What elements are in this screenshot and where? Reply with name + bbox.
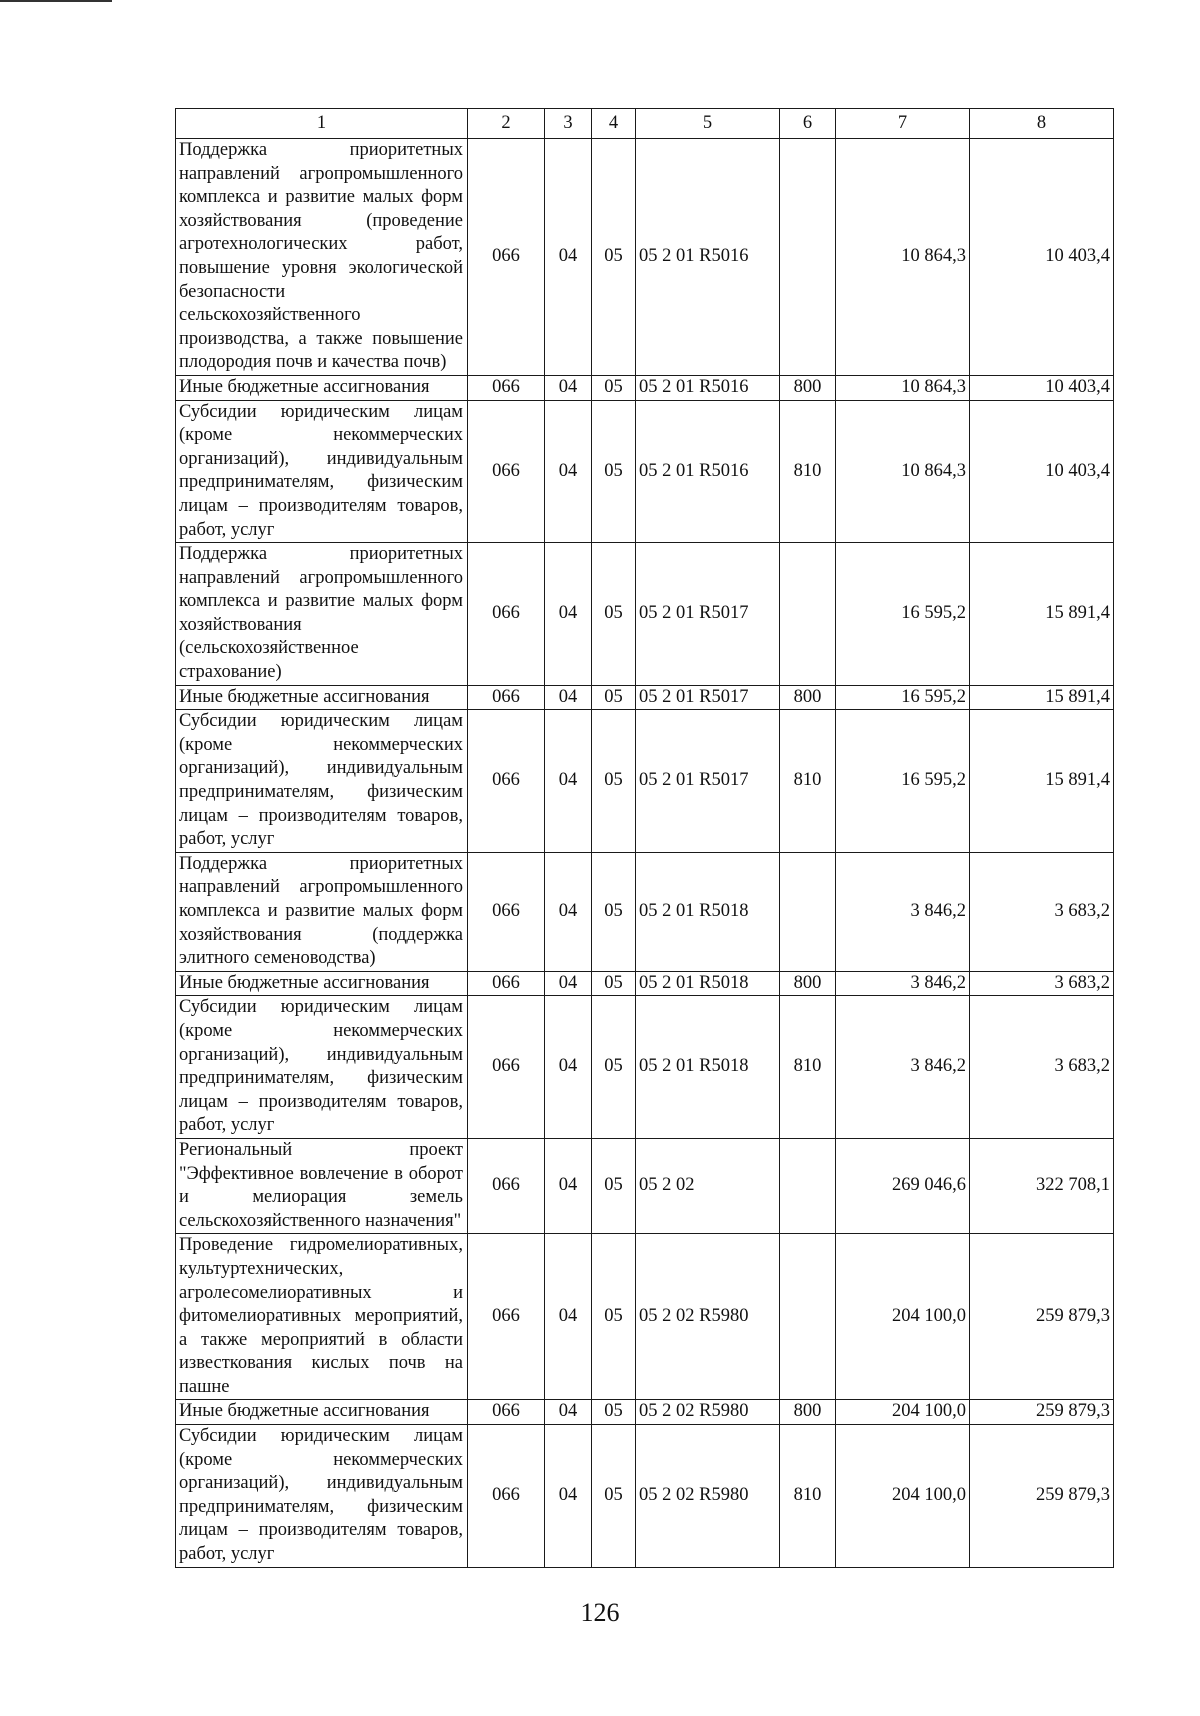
expense-type-cell: 810 (780, 400, 836, 543)
amount-second-year-cell: 10 403,4 (970, 400, 1114, 543)
column-header: 3 (545, 109, 592, 139)
admin-code-cell: 066 (468, 139, 545, 376)
column-header: 8 (970, 109, 1114, 139)
target-code-cell: 05 2 01 R5018 (636, 852, 780, 971)
row-name-cell: Субсидии юридическим лицам (кроме некоммерческих организаций), индивидуальным предпринимателям, физическим лицам – производителям товаров, работ, услуг (176, 996, 468, 1139)
row-name-cell: Поддержка приоритетных направлений агропромышленного комплекса и развитие малых форм хозяйствования (сельскохозяйственное страхование) (176, 543, 468, 686)
section-code-cell: 04 (545, 400, 592, 543)
amount-second-year-cell: 259 879,3 (970, 1400, 1114, 1425)
table-row (176, 996, 1114, 1139)
target-code-cell: 05 2 02 R5980 (636, 1234, 780, 1400)
target-code-cell: 05 2 01 R5016 (636, 400, 780, 543)
admin-code-cell: 066 (468, 1400, 545, 1425)
amount-first-year-cell: 10 864,3 (836, 139, 970, 376)
admin-code-cell: 066 (468, 1234, 545, 1400)
amount-first-year-cell: 3 846,2 (836, 996, 970, 1139)
expense-type-cell (780, 852, 836, 971)
table-row (176, 710, 1114, 853)
column-header: 7 (836, 109, 970, 139)
section-code-cell: 04 (545, 710, 592, 853)
amount-second-year-cell: 15 891,4 (970, 685, 1114, 710)
amount-first-year-cell: 10 864,3 (836, 400, 970, 543)
row-name-cell: Субсидии юридическим лицам (кроме некоммерческих организаций), индивидуальным предпринимателям, физическим лицам – производителям товаров, работ, услуг (176, 1425, 468, 1568)
subsection-code-cell: 05 (592, 400, 636, 543)
table-row (176, 971, 1114, 996)
table-row (176, 1400, 1114, 1425)
amount-first-year-cell: 16 595,2 (836, 710, 970, 853)
amount-second-year-cell: 3 683,2 (970, 996, 1114, 1139)
column-header: 6 (780, 109, 836, 139)
subsection-code-cell: 05 (592, 375, 636, 400)
table-row (176, 543, 1114, 686)
table-row (176, 852, 1114, 971)
column-header: 2 (468, 109, 545, 139)
amount-second-year-cell: 15 891,4 (970, 710, 1114, 853)
amount-first-year-cell: 204 100,0 (836, 1234, 970, 1400)
expense-type-cell (780, 1234, 836, 1400)
admin-code-cell: 066 (468, 710, 545, 853)
section-code-cell: 04 (545, 1234, 592, 1400)
subsection-code-cell: 05 (592, 685, 636, 710)
amount-first-year-cell: 16 595,2 (836, 685, 970, 710)
amount-second-year-cell: 10 403,4 (970, 139, 1114, 376)
amount-first-year-cell: 3 846,2 (836, 852, 970, 971)
admin-code-cell: 066 (468, 375, 545, 400)
amount-first-year-cell: 3 846,2 (836, 971, 970, 996)
budget-table (175, 108, 1114, 1568)
row-name-cell: Проведение гидромелиоративных, культуртехнических, агролесомелиоративных и фитомелиоративных мероприятий, а также мероприятий в области известкования кислых почв на пашне (176, 1234, 468, 1400)
page-number: 126 (580, 1598, 620, 1627)
subsection-code-cell: 05 (592, 139, 636, 376)
subsection-code-cell: 05 (592, 1400, 636, 1425)
row-name-cell: Субсидии юридическим лицам (кроме некоммерческих организаций), индивидуальным предпринимателям, физическим лицам – производителям товаров, работ, услуг (176, 400, 468, 543)
row-name-cell: Региональный проект "Эффективное вовлечение в оборот и мелиорация земель сельскохозяйственного назначения" (176, 1138, 468, 1233)
section-code-cell: 04 (545, 139, 592, 376)
admin-code-cell: 066 (468, 543, 545, 686)
target-code-cell: 05 2 01 R5018 (636, 971, 780, 996)
column-header: 1 (176, 109, 468, 139)
admin-code-cell: 066 (468, 685, 545, 710)
column-header: 4 (592, 109, 636, 139)
table-row (176, 1425, 1114, 1568)
target-code-cell: 05 2 02 R5980 (636, 1400, 780, 1425)
row-name-cell: Субсидии юридическим лицам (кроме некоммерческих организаций), индивидуальным предпринимателям, физическим лицам – производителям товаров, работ, услуг (176, 710, 468, 853)
section-code-cell: 04 (545, 685, 592, 710)
section-code-cell: 04 (545, 852, 592, 971)
target-code-cell: 05 2 02 R5980 (636, 1425, 780, 1568)
table-row (176, 1234, 1114, 1400)
table-row (176, 685, 1114, 710)
subsection-code-cell: 05 (592, 710, 636, 853)
expense-type-cell (780, 543, 836, 686)
scan-edge-mark (0, 0, 112, 2)
amount-second-year-cell: 322 708,1 (970, 1138, 1114, 1233)
section-code-cell: 04 (545, 1425, 592, 1568)
section-code-cell: 04 (545, 971, 592, 996)
subsection-code-cell: 05 (592, 1234, 636, 1400)
amount-second-year-cell: 10 403,4 (970, 375, 1114, 400)
section-code-cell: 04 (545, 543, 592, 686)
expense-type-cell: 800 (780, 685, 836, 710)
section-code-cell: 04 (545, 1138, 592, 1233)
table-row (176, 400, 1114, 543)
column-header: 5 (636, 109, 780, 139)
row-name-cell: Иные бюджетные ассигнования (176, 971, 468, 996)
row-name-cell: Иные бюджетные ассигнования (176, 685, 468, 710)
expense-type-cell: 810 (780, 710, 836, 853)
expense-type-cell (780, 1138, 836, 1233)
amount-second-year-cell: 259 879,3 (970, 1425, 1114, 1568)
row-name-cell: Иные бюджетные ассигнования (176, 375, 468, 400)
expense-type-cell: 800 (780, 971, 836, 996)
expense-type-cell: 800 (780, 1400, 836, 1425)
admin-code-cell: 066 (468, 1425, 545, 1568)
amount-first-year-cell: 269 046,6 (836, 1138, 970, 1233)
target-code-cell: 05 2 01 R5016 (636, 139, 780, 376)
expense-type-cell: 800 (780, 375, 836, 400)
admin-code-cell: 066 (468, 971, 545, 996)
target-code-cell: 05 2 01 R5016 (636, 375, 780, 400)
table-row (176, 1138, 1114, 1233)
amount-first-year-cell: 204 100,0 (836, 1425, 970, 1568)
subsection-code-cell: 05 (592, 996, 636, 1139)
admin-code-cell: 066 (468, 400, 545, 543)
amount-first-year-cell: 204 100,0 (836, 1400, 970, 1425)
table-row (176, 139, 1114, 376)
section-code-cell: 04 (545, 375, 592, 400)
target-code-cell: 05 2 01 R5017 (636, 685, 780, 710)
row-name-cell: Поддержка приоритетных направлений агропромышленного комплекса и развитие малых форм хозяйствования (проведение агротехнологических работ, повышение уровня экологической безопасности сельскохозяйственного производства, а также повышение плодородия почв и качества почв) (176, 139, 468, 376)
amount-first-year-cell: 16 595,2 (836, 543, 970, 686)
table-row (176, 375, 1114, 400)
admin-code-cell: 066 (468, 852, 545, 971)
subsection-code-cell: 05 (592, 971, 636, 996)
column-number-row (176, 109, 1114, 139)
subsection-code-cell: 05 (592, 1138, 636, 1233)
amount-first-year-cell: 10 864,3 (836, 375, 970, 400)
subsection-code-cell: 05 (592, 543, 636, 686)
admin-code-cell: 066 (468, 996, 545, 1139)
expense-type-cell: 810 (780, 996, 836, 1139)
section-code-cell: 04 (545, 996, 592, 1139)
target-code-cell: 05 2 02 (636, 1138, 780, 1233)
subsection-code-cell: 05 (592, 1425, 636, 1568)
target-code-cell: 05 2 01 R5017 (636, 710, 780, 853)
target-code-cell: 05 2 01 R5017 (636, 543, 780, 686)
amount-second-year-cell: 15 891,4 (970, 543, 1114, 686)
target-code-cell: 05 2 01 R5018 (636, 996, 780, 1139)
amount-second-year-cell: 3 683,2 (970, 852, 1114, 971)
expense-type-cell: 810 (780, 1425, 836, 1568)
section-code-cell: 04 (545, 1400, 592, 1425)
budget-table-container (175, 108, 1113, 1568)
row-name-cell: Иные бюджетные ассигнования (176, 1400, 468, 1425)
amount-second-year-cell: 3 683,2 (970, 971, 1114, 996)
amount-second-year-cell: 259 879,3 (970, 1234, 1114, 1400)
expense-type-cell (780, 139, 836, 376)
row-name-cell: Поддержка приоритетных направлений агропромышленного комплекса и развитие малых форм хозяйствования (поддержка элитного семеноводства) (176, 852, 468, 971)
admin-code-cell: 066 (468, 1138, 545, 1233)
subsection-code-cell: 05 (592, 852, 636, 971)
